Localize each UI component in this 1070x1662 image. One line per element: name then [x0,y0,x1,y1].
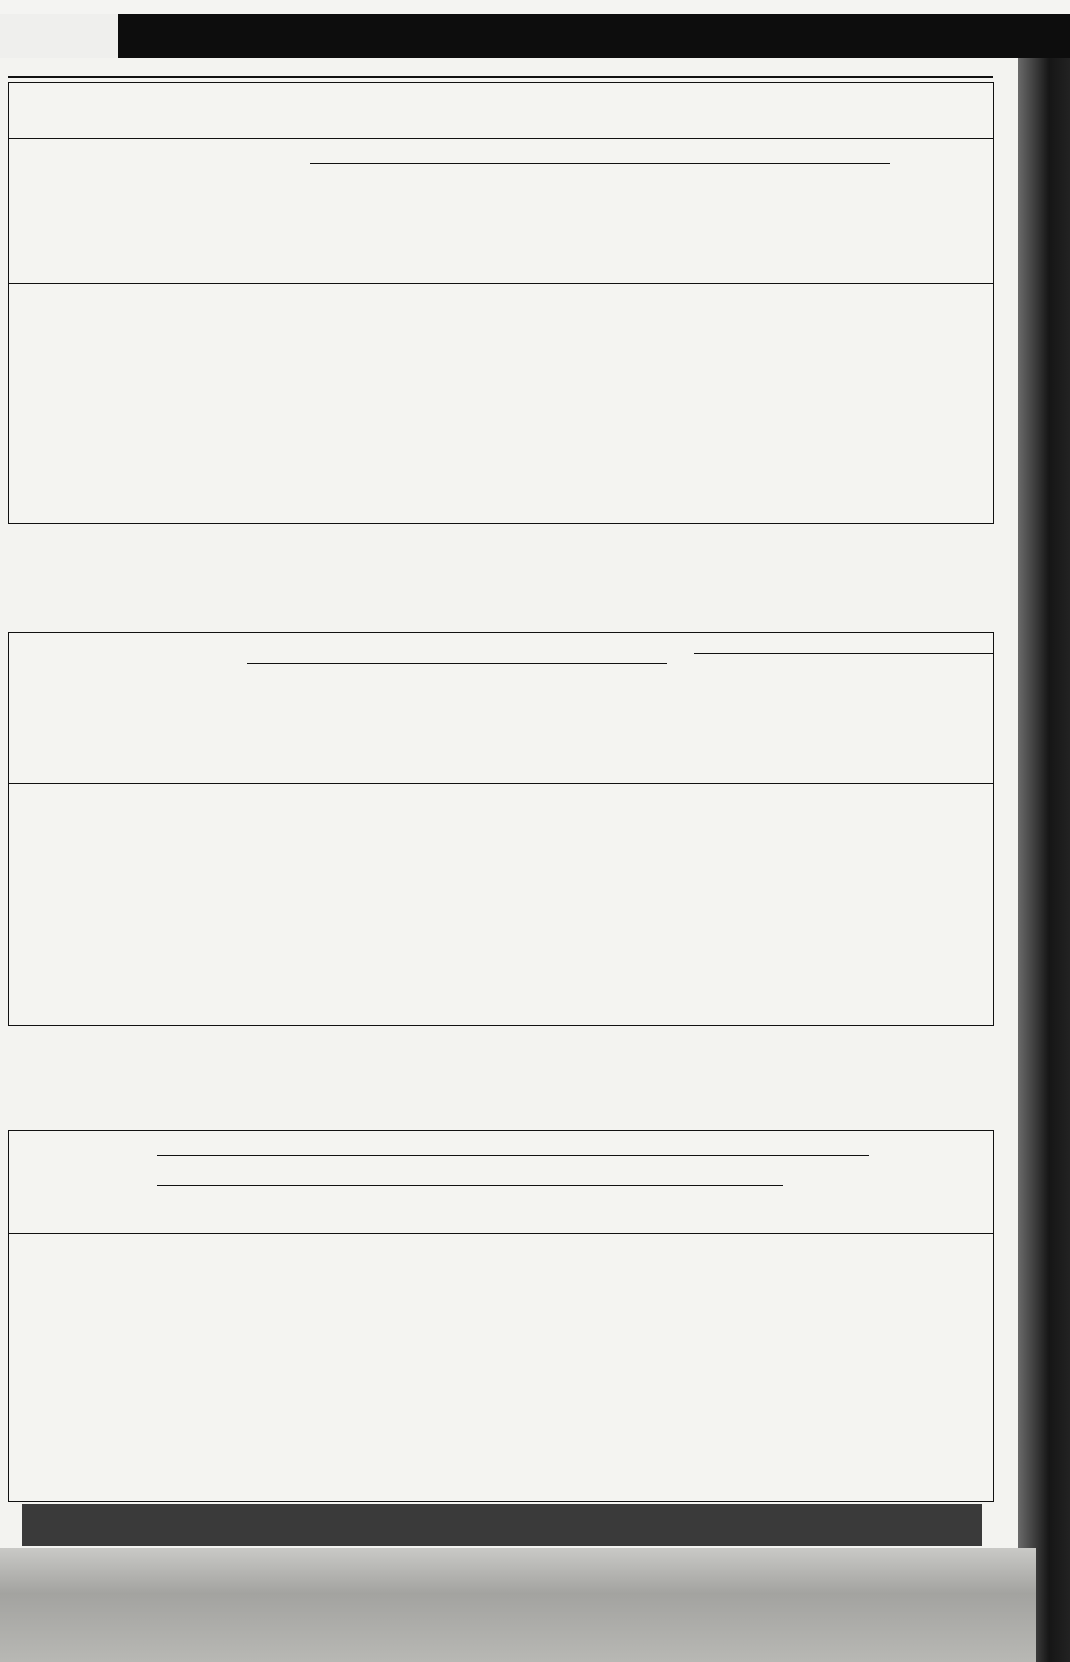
scan-top-left [0,14,118,58]
t33-group-line [310,163,890,164]
t35-sub-line [157,1185,783,1186]
scan-bottom-shadow [0,1548,1036,1662]
t33-rule [8,76,993,78]
t35-group-line [157,1155,869,1156]
t34-head-bottom [9,783,993,784]
scan-top-shadow [118,14,1070,58]
t33-head-bottom [9,283,993,284]
footnote [22,1504,982,1546]
t33-head-top [9,138,993,139]
t35-head-bottom [9,1233,993,1234]
t34-group-a-line [247,663,667,664]
t34-group-b-line [694,653,993,654]
scan-right-shadow [1018,58,1070,1662]
t33-table [8,82,994,524]
t35-table [8,1130,994,1502]
scan-top-margin [0,0,1070,14]
t34-table [8,632,994,1026]
